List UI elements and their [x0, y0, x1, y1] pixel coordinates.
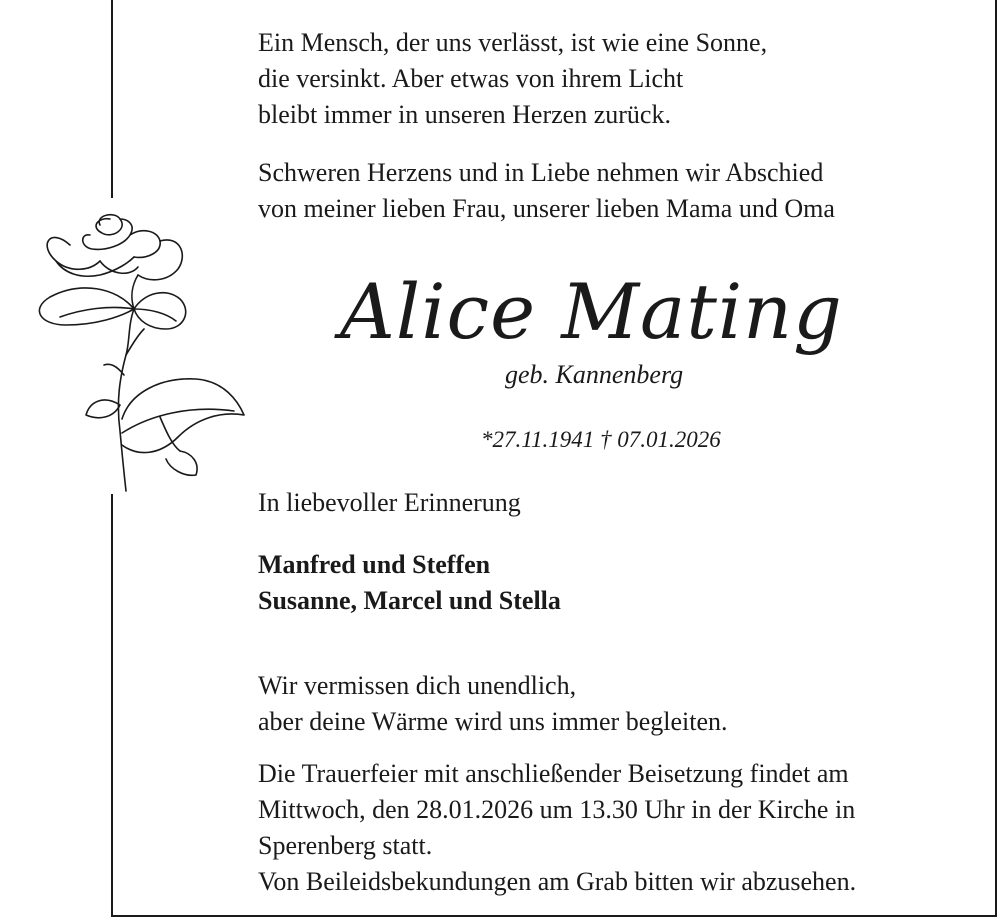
family-names: [258, 547, 561, 619]
missing-line: Wir vermissen dich unendlich,: [258, 671, 577, 700]
verse-line: Ein Mensch, der uns verlässt, ist wie eine Sonne,: [258, 28, 768, 57]
verse-line: bleibt immer in unseren Herzen zurück.: [258, 100, 671, 129]
service-line: Mittwoch, den 28.01.2026 um 13.30 Uhr in der Kirche in: [258, 795, 856, 824]
in-memory-line: In liebevoller Erinnerung: [258, 488, 521, 517]
service-line: Von Beileidsbekundungen am Grab bitten wir abzusehen.: [258, 867, 857, 896]
family-line: Manfred und Steffen: [258, 550, 491, 579]
service-line: Sperenberg statt.: [258, 831, 433, 860]
intro-line: Schweren Herzens und in Liebe nehmen wir Abschied: [258, 158, 824, 187]
farewell-intro: [258, 155, 835, 227]
memorial-verse: [258, 25, 767, 133]
intro-line: von meiner lieben Frau, unserer lieben Mama und Oma: [258, 194, 835, 223]
missing-you-text: [258, 668, 728, 740]
missing-line: aber deine Wärme wird uns immer begleiten.: [258, 707, 728, 736]
funeral-service-info: [258, 756, 856, 900]
rose-line-art-icon: [20, 205, 255, 495]
maiden-name: geb. Kannenberg: [505, 360, 684, 389]
verse-line: die versinkt. Aber etwas von ihrem Licht: [258, 64, 684, 93]
service-line: Die Trauerfeier mit anschließender Beisetzung findet am: [258, 759, 849, 788]
family-line: Susanne, Marcel und Stella: [258, 586, 561, 615]
deceased-name: Alice Mating: [340, 267, 843, 356]
life-dates: *27.11.1941 † 07.01.2026: [481, 427, 721, 452]
